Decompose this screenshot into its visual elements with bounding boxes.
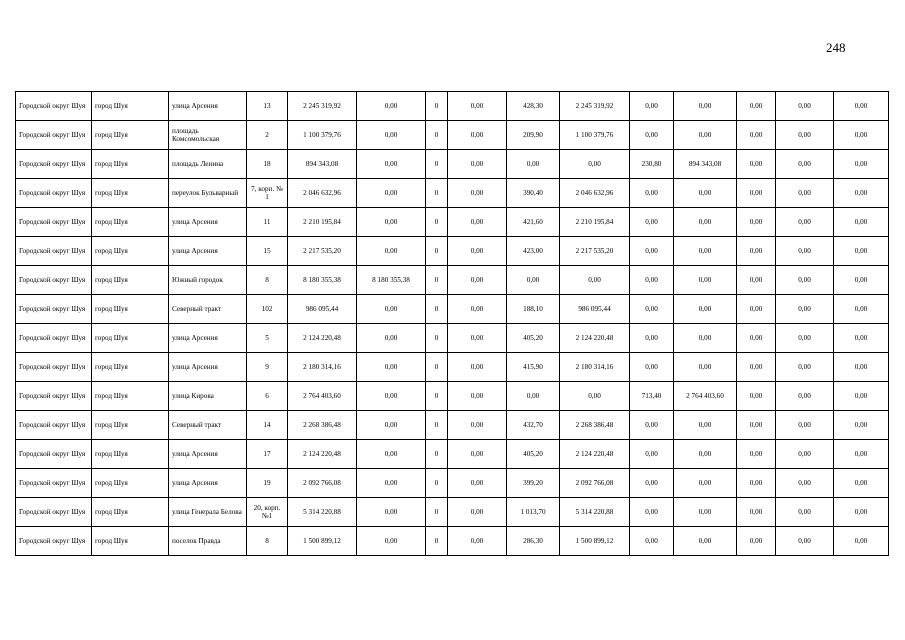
cell-house-number: 18 [247,150,288,179]
table-row [16,266,889,295]
cell-cost-col-11: 0,00 [834,208,889,237]
page-number: 248 [826,40,846,55]
table-row [16,527,889,556]
cell-area-col: 405,20 [507,324,560,353]
table-row [16,469,889,498]
cell-cost-col-6: 2 245 319,92 [560,92,630,121]
cell-cost-col-10: 0,00 [776,179,834,208]
cell-municipality: Городской округ Шуя [16,237,92,266]
cell-cost-col-8: 0,00 [674,179,737,208]
cell-area-col: 423,00 [507,237,560,266]
cell-cost-col-4: 0,00 [448,295,507,324]
cell-count-col: 0 [426,92,448,121]
table-row [16,150,889,179]
cell-total-cost: 986 095,44 [288,295,357,324]
cell-area-col-2: 0,00 [630,179,674,208]
cell-cost-col-4: 0,00 [448,208,507,237]
cell-cost-col-4: 0,00 [448,324,507,353]
cell-area-col: 399,20 [507,469,560,498]
cell-street: Северный тракт [169,411,247,440]
cell-cost-col-8: 0,00 [674,527,737,556]
cell-cost-col-9: 0,00 [737,324,776,353]
cell-house-number: 14 [247,411,288,440]
cell-cost-col-11: 0,00 [834,237,889,266]
cell-cost-col-6: 0,00 [560,266,630,295]
cell-total-cost: 2 046 632,96 [288,179,357,208]
cell-cost-col-8: 0,00 [674,121,737,150]
cell-street: улица Арсения [169,469,247,498]
cell-count-col: 0 [426,237,448,266]
cell-cost-col-9: 0,00 [737,382,776,411]
cell-area-col-2: 0,00 [630,266,674,295]
cell-area-col: 428,30 [507,92,560,121]
cell-street: улица Кирова [169,382,247,411]
cell-area-col-2: 0,00 [630,440,674,469]
cell-total-cost: 2 210 195,84 [288,208,357,237]
cell-cost-col-10: 0,00 [776,382,834,411]
cell-municipality: Городской округ Шуя [16,469,92,498]
cell-cost-col-10: 0,00 [776,324,834,353]
cell-cost-col-4: 0,00 [448,92,507,121]
cell-count-col: 0 [426,266,448,295]
cell-house-number: 5 [247,324,288,353]
cell-cost-col-6: 2 217 535,20 [560,237,630,266]
cell-total-cost: 2 764 403,60 [288,382,357,411]
cell-cost-col-8: 0,00 [674,92,737,121]
cell-cost-col-4: 0,00 [448,440,507,469]
cell-cost-col-4: 0,00 [448,498,507,527]
cell-cost-col-4: 0,00 [448,121,507,150]
cell-cost-col-11: 0,00 [834,92,889,121]
cell-area-col-2: 0,00 [630,469,674,498]
cell-street: улица Арсения [169,237,247,266]
cell-cost-col-8: 0,00 [674,237,737,266]
cell-cost-col-2: 0,00 [357,208,426,237]
cell-locality: город Шуя [92,469,169,498]
cell-cost-col-6: 2 124 220,48 [560,440,630,469]
table-row [16,295,889,324]
cell-cost-col-9: 0,00 [737,266,776,295]
cell-house-number: 8 [247,527,288,556]
cell-cost-col-8: 0,00 [674,440,737,469]
cell-count-col: 0 [426,121,448,150]
cell-house-number: 19 [247,469,288,498]
cell-cost-col-2: 0,00 [357,411,426,440]
cell-area-col-2: 0,00 [630,121,674,150]
cell-cost-col-4: 0,00 [448,382,507,411]
cell-area-col-2: 0,00 [630,411,674,440]
cell-area-col-2: 0,00 [630,498,674,527]
cell-cost-col-4: 0,00 [448,179,507,208]
table-row [16,382,889,411]
cell-area-col-2: 0,00 [630,527,674,556]
cell-cost-col-6: 0,00 [560,382,630,411]
cell-cost-col-8: 2 764 403,60 [674,382,737,411]
cell-cost-col-10: 0,00 [776,527,834,556]
cell-cost-col-4: 0,00 [448,266,507,295]
cell-cost-col-2: 8 180 355,38 [357,266,426,295]
cell-area-col: 0,00 [507,150,560,179]
cell-cost-col-6: 986 095,44 [560,295,630,324]
cell-locality: город Шуя [92,179,169,208]
cell-total-cost: 2 268 386,48 [288,411,357,440]
cell-municipality: Городской округ Шуя [16,382,92,411]
cell-house-number: 102 [247,295,288,324]
cell-cost-col-9: 0,00 [737,353,776,382]
cell-locality: город Шуя [92,266,169,295]
cell-municipality: Городской округ Шуя [16,121,92,150]
cell-area-col: 421,60 [507,208,560,237]
cell-cost-col-6: 2 210 195,84 [560,208,630,237]
cell-cost-col-10: 0,00 [776,411,834,440]
cell-municipality: Городской округ Шуя [16,266,92,295]
cell-cost-col-9: 0,00 [737,208,776,237]
cell-street: улица Арсения [169,208,247,237]
cell-area-col-2: 0,00 [630,324,674,353]
cell-count-col: 0 [426,179,448,208]
cell-cost-col-11: 0,00 [834,266,889,295]
cell-cost-col-11: 0,00 [834,527,889,556]
cell-cost-col-2: 0,00 [357,92,426,121]
cell-municipality: Городской округ Шуя [16,324,92,353]
cell-cost-col-2: 0,00 [357,440,426,469]
cell-cost-col-6: 2 180 314,16 [560,353,630,382]
cell-area-col: 405,20 [507,440,560,469]
cell-total-cost: 894 343,08 [288,150,357,179]
cell-cost-col-11: 0,00 [834,324,889,353]
cell-total-cost: 2 245 319,92 [288,92,357,121]
cell-cost-col-10: 0,00 [776,92,834,121]
cell-street: улица Арсения [169,440,247,469]
cell-house-number: 7, корп. № 1 [247,179,288,208]
cell-street: Южный городок [169,266,247,295]
cell-cost-col-6: 2 092 766,08 [560,469,630,498]
cell-cost-col-9: 0,00 [737,92,776,121]
cell-area-col: 0,00 [507,382,560,411]
cell-cost-col-2: 0,00 [357,353,426,382]
cell-house-number: 6 [247,382,288,411]
cell-cost-col-6: 2 124 220,48 [560,324,630,353]
cell-cost-col-9: 0,00 [737,527,776,556]
cell-cost-col-10: 0,00 [776,121,834,150]
cell-cost-col-11: 0,00 [834,353,889,382]
cell-street: площадь Комсомольская [169,121,247,150]
cell-area-col: 209,90 [507,121,560,150]
cell-area-col: 188,10 [507,295,560,324]
cell-total-cost: 2 092 766,08 [288,469,357,498]
cell-municipality: Городской округ Шуя [16,440,92,469]
cell-cost-col-4: 0,00 [448,411,507,440]
cell-cost-col-2: 0,00 [357,498,426,527]
cell-cost-col-11: 0,00 [834,179,889,208]
cell-cost-col-6: 0,00 [560,150,630,179]
cell-cost-col-10: 0,00 [776,498,834,527]
cell-locality: город Шуя [92,121,169,150]
cell-count-col: 0 [426,353,448,382]
table-row [16,411,889,440]
cell-cost-col-8: 0,00 [674,498,737,527]
cell-area-col-2: 0,00 [630,208,674,237]
cell-area-col-2: 713,40 [630,382,674,411]
cell-locality: город Шуя [92,382,169,411]
cell-cost-col-8: 0,00 [674,411,737,440]
cell-house-number: 11 [247,208,288,237]
cell-cost-col-11: 0,00 [834,295,889,324]
table-row [16,179,889,208]
cell-municipality: Городской округ Шуя [16,295,92,324]
cell-cost-col-8: 0,00 [674,353,737,382]
cell-street: переулок Бульварный [169,179,247,208]
cell-cost-col-11: 0,00 [834,469,889,498]
cell-cost-col-4: 0,00 [448,237,507,266]
cell-count-col: 0 [426,324,448,353]
cell-street: площадь Ленина [169,150,247,179]
cell-cost-col-6: 5 314 220,88 [560,498,630,527]
cell-cost-col-10: 0,00 [776,469,834,498]
cell-municipality: Городской округ Шуя [16,150,92,179]
cell-cost-col-2: 0,00 [357,237,426,266]
cell-cost-col-10: 0,00 [776,266,834,295]
cell-municipality: Городской округ Шуя [16,353,92,382]
cell-cost-col-11: 0,00 [834,411,889,440]
cell-area-col: 286,30 [507,527,560,556]
table-body [16,92,889,556]
cell-count-col: 0 [426,498,448,527]
cell-street: поселок Правда [169,527,247,556]
cell-area-col: 415,90 [507,353,560,382]
cell-cost-col-11: 0,00 [834,498,889,527]
cell-cost-col-9: 0,00 [737,150,776,179]
cell-total-cost: 1 500 899,12 [288,527,357,556]
cell-locality: город Шуя [92,237,169,266]
cell-cost-col-9: 0,00 [737,469,776,498]
cell-cost-col-2: 0,00 [357,179,426,208]
cell-house-number: 20, корп. №1 [247,498,288,527]
cell-cost-col-10: 0,00 [776,150,834,179]
table-row [16,353,889,382]
cell-cost-col-8: 0,00 [674,469,737,498]
cell-house-number: 2 [247,121,288,150]
cell-municipality: Городской округ Шуя [16,179,92,208]
cell-cost-col-9: 0,00 [737,121,776,150]
cell-total-cost: 2 124 220,48 [288,440,357,469]
cell-total-cost: 5 314 220,88 [288,498,357,527]
cell-cost-col-11: 0,00 [834,121,889,150]
cell-cost-col-2: 0,00 [357,527,426,556]
cell-area-col-2: 0,00 [630,92,674,121]
cell-locality: город Шуя [92,411,169,440]
cell-street: улица Генерала Белова [169,498,247,527]
cell-total-cost: 8 180 355,38 [288,266,357,295]
cell-total-cost: 1 100 379,76 [288,121,357,150]
cell-cost-col-8: 0,00 [674,208,737,237]
cell-street: Северный тракт [169,295,247,324]
cell-locality: город Шуя [92,498,169,527]
cell-locality: город Шуя [92,92,169,121]
data-table [15,91,889,556]
cell-municipality: Городской округ Шуя [16,527,92,556]
cell-area-col: 1 013,70 [507,498,560,527]
cell-locality: город Шуя [92,150,169,179]
table-row [16,498,889,527]
cell-cost-col-9: 0,00 [737,179,776,208]
cell-cost-col-4: 0,00 [448,469,507,498]
cell-locality: город Шуя [92,208,169,237]
cell-municipality: Городской округ Шуя [16,92,92,121]
cell-total-cost: 2 217 535,20 [288,237,357,266]
cell-cost-col-8: 0,00 [674,324,737,353]
cell-cost-col-9: 0,00 [737,498,776,527]
cell-total-cost: 2 124 220,48 [288,324,357,353]
cell-cost-col-9: 0,00 [737,411,776,440]
cell-cost-col-6: 2 046 632,96 [560,179,630,208]
cell-count-col: 0 [426,527,448,556]
cell-cost-col-4: 0,00 [448,150,507,179]
cell-house-number: 8 [247,266,288,295]
cell-area-col-2: 230,80 [630,150,674,179]
cell-cost-col-9: 0,00 [737,237,776,266]
cell-municipality: Городской округ Шуя [16,498,92,527]
table-row [16,440,889,469]
cell-cost-col-10: 0,00 [776,353,834,382]
cell-cost-col-2: 0,00 [357,295,426,324]
cell-street: улица Арсения [169,353,247,382]
cell-cost-col-10: 0,00 [776,208,834,237]
cell-house-number: 17 [247,440,288,469]
cell-area-col-2: 0,00 [630,295,674,324]
cell-cost-col-9: 0,00 [737,440,776,469]
table-row [16,121,889,150]
cell-house-number: 15 [247,237,288,266]
cell-cost-col-11: 0,00 [834,150,889,179]
cell-count-col: 0 [426,440,448,469]
cell-count-col: 0 [426,411,448,440]
table-row [16,92,889,121]
cell-cost-col-10: 0,00 [776,295,834,324]
cell-cost-col-6: 1 100 379,76 [560,121,630,150]
cell-street: улица Арсения [169,324,247,353]
cell-area-col: 432,70 [507,411,560,440]
cell-count-col: 0 [426,150,448,179]
cell-cost-col-8: 0,00 [674,295,737,324]
cell-area-col: 390,40 [507,179,560,208]
cell-cost-col-10: 0,00 [776,440,834,469]
cell-street: улица Арсения [169,92,247,121]
cell-locality: город Шуя [92,353,169,382]
cell-cost-col-8: 0,00 [674,266,737,295]
table-row [16,237,889,266]
cell-municipality: Городской округ Шуя [16,411,92,440]
cell-area-col: 0,00 [507,266,560,295]
cell-locality: город Шуя [92,324,169,353]
cell-cost-col-2: 0,00 [357,324,426,353]
cell-cost-col-6: 2 268 386,48 [560,411,630,440]
cell-cost-col-2: 0,00 [357,150,426,179]
cell-area-col-2: 0,00 [630,237,674,266]
cell-cost-col-8: 894 343,08 [674,150,737,179]
cell-count-col: 0 [426,382,448,411]
cell-locality: город Шуя [92,527,169,556]
cell-cost-col-6: 1 500 899,12 [560,527,630,556]
cell-municipality: Городской округ Шуя [16,208,92,237]
cell-cost-col-9: 0,00 [737,295,776,324]
cell-cost-col-11: 0,00 [834,440,889,469]
cell-cost-col-4: 0,00 [448,527,507,556]
cell-count-col: 0 [426,208,448,237]
cell-cost-col-2: 0,00 [357,121,426,150]
cell-count-col: 0 [426,295,448,324]
cell-house-number: 9 [247,353,288,382]
cell-locality: город Шуя [92,440,169,469]
cell-total-cost: 2 180 314,16 [288,353,357,382]
cell-area-col-2: 0,00 [630,353,674,382]
cell-count-col: 0 [426,469,448,498]
cell-cost-col-4: 0,00 [448,353,507,382]
table-row [16,324,889,353]
cell-house-number: 13 [247,92,288,121]
cell-locality: город Шуя [92,295,169,324]
cell-cost-col-2: 0,00 [357,469,426,498]
cell-cost-col-11: 0,00 [834,382,889,411]
cell-cost-col-10: 0,00 [776,237,834,266]
table-row [16,208,889,237]
cell-cost-col-2: 0,00 [357,382,426,411]
